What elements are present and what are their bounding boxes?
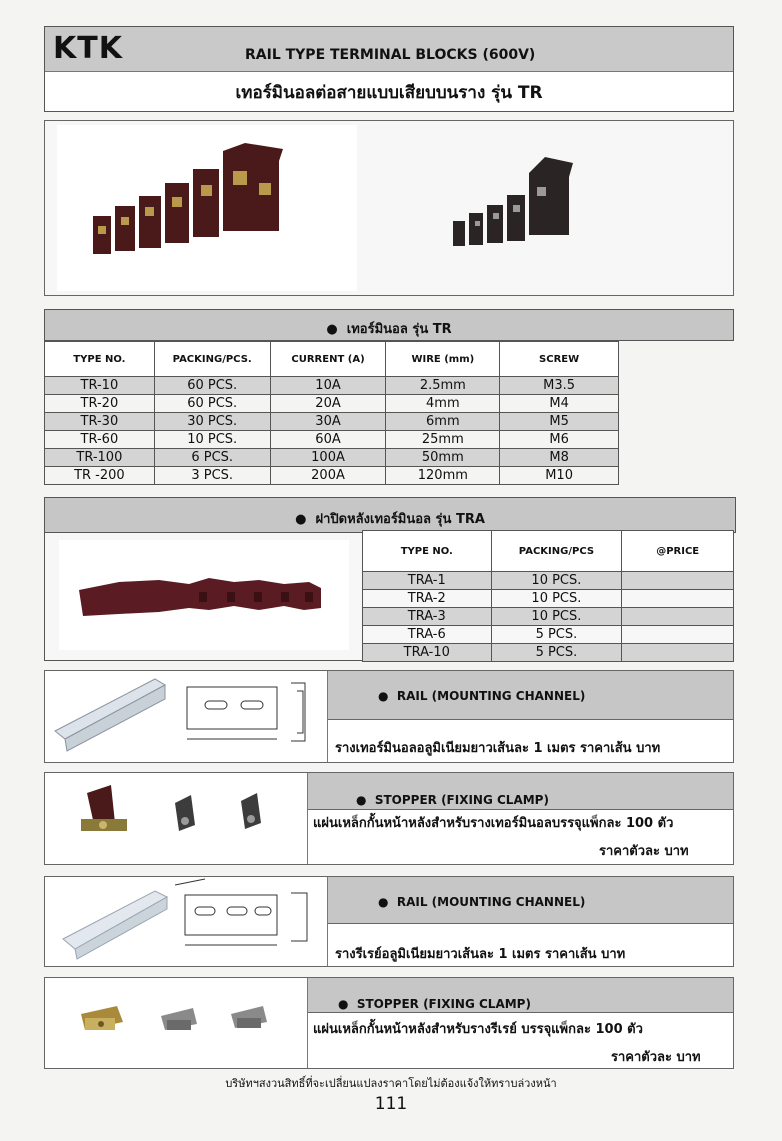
cell: M3.5 — [500, 377, 619, 395]
title-english: RAIL TYPE TERMINAL BLOCKS (600V) — [245, 47, 536, 63]
cell: TRA-1 — [363, 572, 492, 590]
stopper-image — [45, 773, 307, 864]
brand-logo: KTK — [53, 31, 123, 66]
column-header: TYPE NO. — [363, 531, 492, 572]
cell: 60 PCS. — [154, 395, 270, 413]
price-cell — [622, 608, 734, 626]
column-header: SCREW — [500, 342, 619, 377]
title-thai: เทอร์มินอลต่อสายแบบเสียบบนราง รุ่น TR — [235, 83, 543, 103]
tr-section-header — [44, 309, 734, 341]
cell: 4mm — [386, 395, 500, 413]
cell: 25mm — [386, 431, 500, 449]
rail-drawing-panel — [45, 671, 328, 762]
rail-drawing-image — [45, 671, 327, 762]
cell: 120mm — [386, 467, 500, 485]
cell: TR-10 — [45, 377, 155, 395]
stopper-price-label: ราคาตัวละ บาท — [599, 844, 689, 859]
cell: 10 PCS. — [491, 608, 622, 626]
price-cell — [622, 626, 734, 644]
price-cell — [622, 572, 734, 590]
relay-stopper-title: STOPPER (FIXING CLAMP) — [356, 997, 531, 1011]
column-header: PACKING/PCS. — [154, 342, 270, 377]
bullet-icon: ● — [326, 322, 347, 337]
table-row — [363, 572, 734, 590]
cell: M4 — [500, 395, 619, 413]
product-photo-panel — [44, 120, 734, 296]
cell: 3 PCS. — [154, 467, 270, 485]
relay-rail-description: รางรีเรย์อลูมิเนียมยาวเส้นละ 1 เมตร ราคาเส้น บาท — [335, 947, 626, 962]
cell: 10A — [270, 377, 386, 395]
table-row — [363, 590, 734, 608]
cell: TR-30 — [45, 413, 155, 431]
price-change-notice: บริษัทฯสงวนสิทธิ์ที่จะเปลี่ยนแปลงราคาโดยไม่ต้องแจ้งให้ทราบล่วงหน้า — [225, 1077, 557, 1090]
column-header: TYPE NO. — [45, 342, 155, 377]
cell: M5 — [500, 413, 619, 431]
table-row — [45, 377, 619, 395]
bullet-icon: ● — [295, 512, 316, 527]
cell: 30A — [270, 413, 386, 431]
terminal-blocks-image — [45, 121, 735, 297]
page-number: 111 — [374, 1094, 408, 1114]
relay-stopper-title-bar — [308, 978, 733, 1013]
tr-section-title: เทอร์มินอล รุ่น TR — [346, 322, 452, 337]
table-row — [363, 644, 734, 662]
stopper-description: แผ่นเหล็กกั้นหน้าหลังสำหรับรางเทอร์มินอลบรรจุแพ็กละ 100 ตัว — [313, 816, 674, 831]
relay-stopper-price-label: ราคาตัวละ บาท — [611, 1050, 701, 1065]
rail-card-1 — [44, 670, 734, 763]
relay-rail-drawing-image — [45, 877, 327, 966]
cell: 2.5mm — [386, 377, 500, 395]
table-row — [45, 395, 619, 413]
cell: 10 PCS. — [491, 572, 622, 590]
cell: 6 PCS. — [154, 449, 270, 467]
bullet-icon: ● — [378, 895, 397, 909]
cover-photo-bg — [59, 540, 349, 650]
column-header: @PRICE — [622, 531, 734, 572]
rail-title-bar — [328, 671, 733, 720]
cell: 20A — [270, 395, 386, 413]
stopper-photo-panel — [45, 773, 308, 864]
table-row — [45, 431, 619, 449]
tra-spec-table — [362, 530, 734, 662]
cell: 30 PCS. — [154, 413, 270, 431]
column-header: WIRE (mm) — [386, 342, 500, 377]
relay-stopper-description: แผ่นเหล็กกั้นหน้าหลังสำหรับรางรีเรย์ บรรจุแพ็กละ 100 ตัว — [313, 1022, 643, 1037]
cell: 5 PCS. — [491, 626, 622, 644]
bullet-icon: ● — [378, 689, 397, 703]
cell: 10 PCS. — [491, 590, 622, 608]
stopper-title: STOPPER (FIXING CLAMP) — [374, 793, 549, 807]
price-cell — [622, 644, 734, 662]
column-header: PACKING/PCS — [491, 531, 622, 572]
table-row — [45, 467, 619, 485]
page-header — [44, 26, 734, 112]
cell: TR-100 — [45, 449, 155, 467]
cell: 50mm — [386, 449, 500, 467]
cell: TR-20 — [45, 395, 155, 413]
bullet-icon: ● — [356, 793, 375, 807]
table-header-row — [363, 531, 734, 572]
cell: 10 PCS. — [154, 431, 270, 449]
cell: 100A — [270, 449, 386, 467]
price-cell — [622, 590, 734, 608]
relay-rail-title: RAIL (MOUNTING CHANNEL) — [396, 895, 586, 909]
cell: TR -200 — [45, 467, 155, 485]
rail-title: RAIL (MOUNTING CHANNEL) — [396, 689, 586, 703]
tr-spec-table — [44, 341, 619, 485]
rail-description: รางเทอร์มินอลอลูมิเนียมยาวเส้นละ 1 เมตร ราคาเส้น บาท — [335, 741, 661, 756]
stopper-title-bar — [308, 773, 733, 810]
tra-section-title: ฝาปิดหลังเทอร์มินอล รุ่น TRA — [315, 512, 485, 527]
relay-rail-drawing-panel — [45, 877, 328, 966]
cell: M6 — [500, 431, 619, 449]
cell: 60 PCS. — [154, 377, 270, 395]
cell: 60A — [270, 431, 386, 449]
cell: TRA-10 — [363, 644, 492, 662]
header-bar — [45, 27, 733, 72]
cell: TRA-6 — [363, 626, 492, 644]
cell: TRA-3 — [363, 608, 492, 626]
cell: TR-60 — [45, 431, 155, 449]
bullet-icon: ● — [338, 997, 357, 1011]
table-header-row — [45, 342, 619, 377]
cell: M10 — [500, 467, 619, 485]
cell: TRA-2 — [363, 590, 492, 608]
column-header: CURRENT (A) — [270, 342, 386, 377]
table-row — [45, 449, 619, 467]
cell: 200A — [270, 467, 386, 485]
table-row — [363, 608, 734, 626]
cell: 5 PCS. — [491, 644, 622, 662]
rail-card-2 — [44, 876, 734, 967]
terminal-cover-image — [59, 540, 349, 650]
cell: M8 — [500, 449, 619, 467]
table-row — [363, 626, 734, 644]
stopper-card-1 — [44, 772, 734, 865]
table-row — [45, 413, 619, 431]
relay-rail-title-bar — [328, 877, 733, 924]
tra-section-header — [44, 497, 736, 533]
cell: 6mm — [386, 413, 500, 431]
relay-stopper-photo-panel — [45, 978, 308, 1068]
stopper-card-2 — [44, 977, 734, 1069]
relay-stopper-image — [45, 978, 307, 1068]
